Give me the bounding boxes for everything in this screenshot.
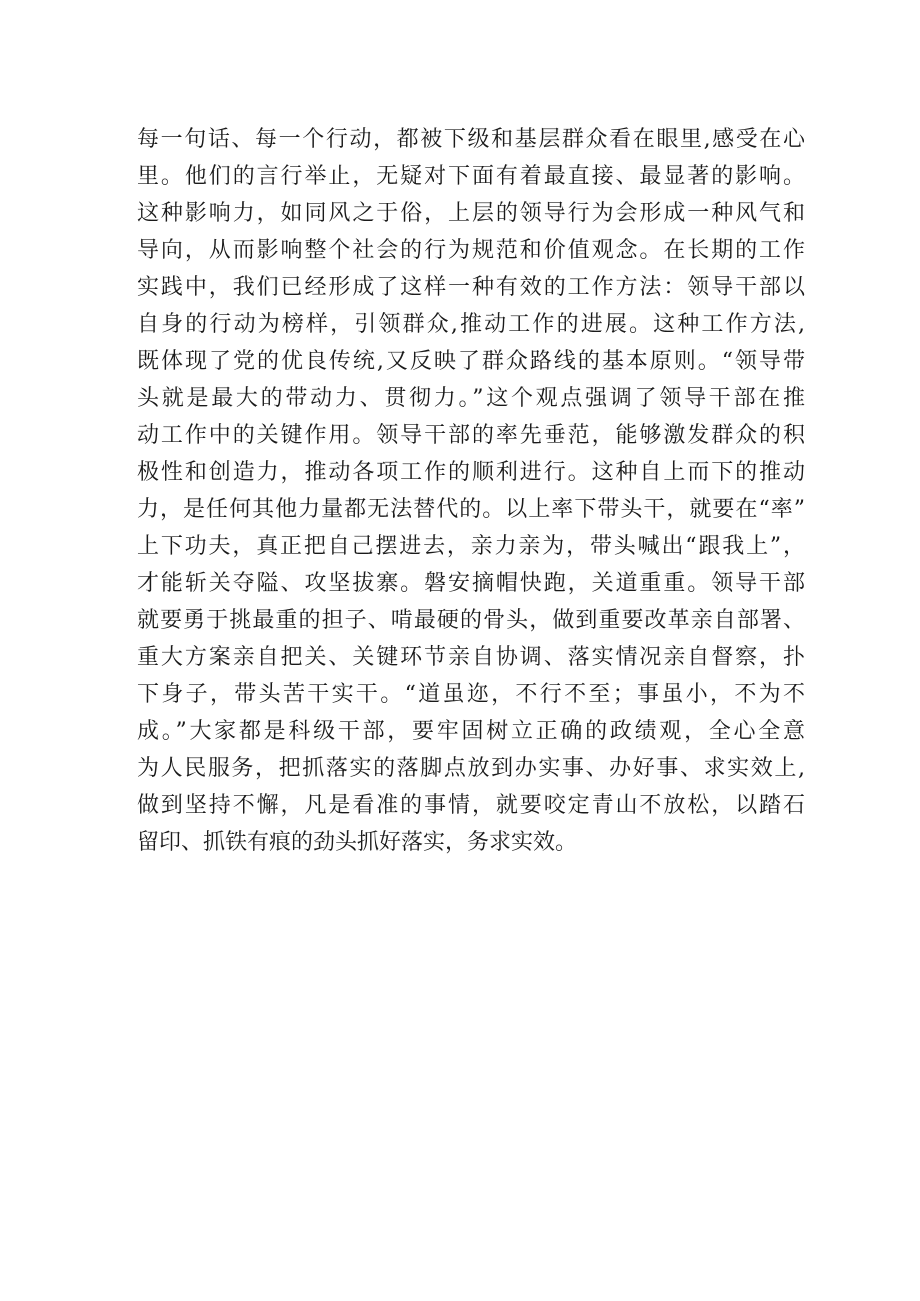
text-line: 里。他们的言行举止，无疑对下面有着最直接、最显著的影响。 [137,164,805,189]
body-paragraph [137,121,805,861]
text-line: 导向，从而影响整个社会的行为规范和价值观念。在长期的工作 [137,238,805,263]
text-line: 这种影响力，如同风之于俗，上层的领导行为会形成一种风气和 [137,201,805,226]
text-line: 留印、抓铁有痕的劲头抓好落实，务求实效。 [137,830,578,855]
text-line: 就要勇于挑最重的担子、啃最硬的骨头，做到重要改革亲自部署、 [137,608,805,633]
text-line: 动工作中的关键作用。领导干部的率先垂范，能够激发群众的积 [137,423,805,448]
text-line: 成。”大家都是科级干部，要牢固树立正确的政绩观，全心全意 [137,719,805,744]
text-line: 极性和创造力，推动各项工作的顺利进行。这种自上而下的推动 [137,460,805,485]
text-line: 做到坚持不懈，凡是看准的事情，就要咬定青山不放松，以踏石 [137,793,805,818]
text-line: 实践中，我们已经形成了这样一种有效的工作方法：领导干部以 [137,275,805,300]
text-line: 重大方案亲自把关、关键环节亲自协调、落实情况亲自督察，扑 [137,645,805,670]
text-line: 既体现了党的优良传统,又反映了群众路线的基本原则。“领导带 [137,349,805,374]
text-line: 每一句话、每一个行动，都被下级和基层群众看在眼里,感受在心 [137,127,805,152]
text-line: 上下功夫，真正把自己摆进去，亲力亲为，带头喊出“跟我上”， [137,534,805,559]
text-line: 才能斩关夺隘、攻坚拔寨。磐安摘帽快跑，关道重重。领导干部 [137,571,805,596]
text-line: 为人民服务，把抓落实的落脚点放到办实事、办好事、求实效上, [137,756,805,781]
text-line: 下身子，带头苦干实干。“道虽迩，不行不至；事虽小，不为不 [137,682,805,707]
text-line: 头就是最大的带动力、贯彻力。”这个观点强调了领导干部在推 [137,386,805,411]
text-line: 自身的行动为榜样，引领群众,推动工作的进展。这种工作方法, [137,312,805,337]
text-line: 力，是任何其他力量都无法替代的。以上率下带头干，就要在“率” [137,497,805,522]
